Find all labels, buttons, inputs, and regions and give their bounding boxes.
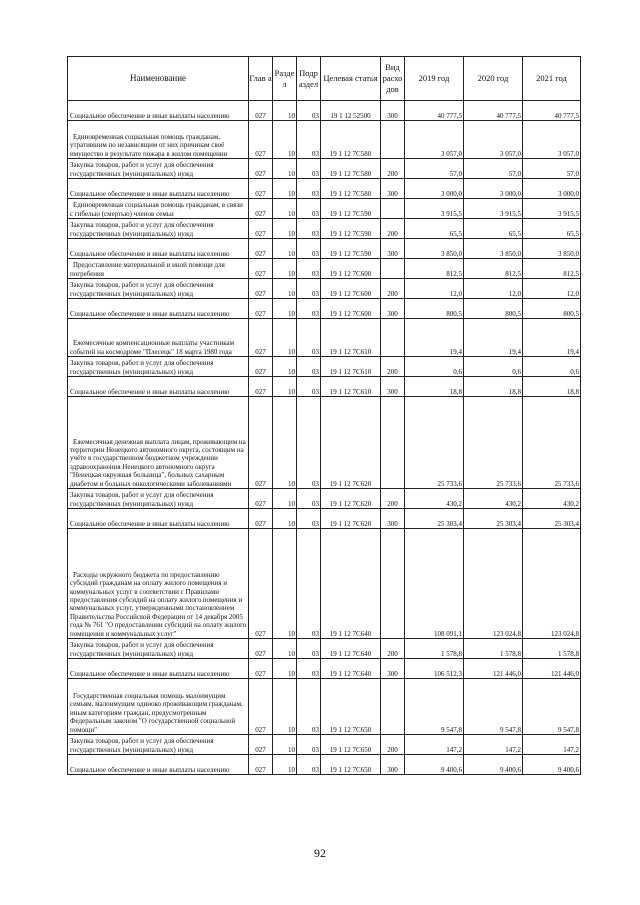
table-row [68,357,581,377]
row-razdel: 10 [273,101,297,121]
row-2020: 9 547,8 [464,679,523,735]
header-2020: 2020 год [464,57,523,101]
table-row [68,101,581,121]
row-name: Социальное обеспечение и иные выплаты населению [68,239,249,259]
row-2019: 147,2 [405,735,464,755]
row-target: 19 1 12 7C610 [321,357,381,377]
row-2019: 812,5 [405,259,464,279]
row-podrazdel: 03 [297,659,321,679]
row-2019: 19,4 [405,319,464,357]
table-row [68,299,581,319]
row-vid: 200 [381,639,405,659]
row-2019: 40 777,5 [405,101,464,121]
row-target: 19 1 12 7C640 [321,639,381,659]
row-razdel: 10 [273,377,297,397]
row-name: Предоставление материальной и иной помощи для погребения [68,259,249,279]
table-row [68,121,581,159]
row-podrazdel: 03 [297,679,321,735]
row-glava: 027 [249,639,273,659]
row-name: Государственная социальная помощь малоимущим семьям, малоимущим одиноко проживающим гражданам, иным категориям граждан, предусмотренным Федеральным законом "О государственной социальной помощи" [68,679,249,735]
row-razdel: 10 [273,199,297,219]
row-podrazdel: 03 [297,259,321,279]
row-name: Закупка товаров, работ и услуг для обеспечения государственных (муниципальных) нужд [68,279,249,299]
row-2019: 3 000,0 [405,179,464,199]
row-2020: 812,5 [464,259,523,279]
row-2020: 3 057,0 [464,121,523,159]
table-row [68,659,581,679]
table-row [68,219,581,239]
row-glava: 027 [249,735,273,755]
row-target: 19 1 12 7C610 [321,319,381,357]
row-2021: 65,5 [523,219,581,239]
row-2020: 147,2 [464,735,523,755]
row-2021: 812,5 [523,259,581,279]
row-podrazdel: 03 [297,101,321,121]
row-2021: 57,0 [523,159,581,179]
row-glava: 027 [249,489,273,509]
row-2021: 18,8 [523,377,581,397]
row-vid [381,259,405,279]
row-razdel: 10 [273,755,297,775]
row-vid [381,529,405,639]
row-podrazdel: 03 [297,357,321,377]
row-razdel: 10 [273,397,297,489]
row-razdel: 10 [273,735,297,755]
row-target: 19 1 12 7C620 [321,397,381,489]
row-name: Расходы окружного бюджета по предоставлению субсидий гражданам на оплату жилого помещения и коммунальных услуг в соответствии с Правилами предоставления субсидий на оплату жилого помещения и коммунальных услуг, утвержденными постановлением Правительства Российской Федерации от 14 декабря 2005 года № 761 "О предоставлении субсидий на оплату жилого помещения и коммунальных услуг" [68,529,249,639]
table-row [68,159,581,179]
row-2021: 0,6 [523,357,581,377]
budget-table [67,56,581,775]
row-2019: 65,5 [405,219,464,239]
table-row [68,509,581,529]
row-2021: 3 915,5 [523,199,581,219]
row-target: 19 1 12 7C580 [321,159,381,179]
row-target: 19 1 12 7C590 [321,239,381,259]
row-razdel: 10 [273,529,297,639]
row-vid: 200 [381,159,405,179]
row-2021: 3 057,0 [523,121,581,159]
row-2021: 1 578,8 [523,639,581,659]
row-2020: 430,2 [464,489,523,509]
header-2019: 2019 год [405,57,464,101]
row-glava: 027 [249,179,273,199]
row-2019: 0,6 [405,357,464,377]
row-2021: 25 733,6 [523,397,581,489]
row-razdel: 10 [273,121,297,159]
row-2019: 3 057,0 [405,121,464,159]
row-2019: 9 547,8 [405,679,464,735]
table-row [68,755,581,775]
budget-table-sheet [67,56,580,775]
row-glava: 027 [249,239,273,259]
row-vid [381,121,405,159]
row-razdel: 10 [273,259,297,279]
table-body [68,101,581,775]
row-2019: 3 850,0 [405,239,464,259]
row-2021: 3 850,0 [523,239,581,259]
row-vid [381,199,405,219]
row-vid: 300 [381,179,405,199]
row-2020: 65,5 [464,219,523,239]
row-podrazdel: 03 [297,735,321,755]
row-2020: 3 000,0 [464,179,523,199]
row-name: Единовременная социальная помощь гражданам, утратившим по независящим от них причинам своё имущество в результате пожара в жилом помещении [68,121,249,159]
row-vid: 300 [381,239,405,259]
row-2019: 25 303,4 [405,509,464,529]
row-target: 19 1 12 7C600 [321,259,381,279]
row-name: Социальное обеспечение и иные выплаты населению [68,755,249,775]
row-target: 19 1 12 7C620 [321,489,381,509]
row-razdel: 10 [273,279,297,299]
row-name: Социальное обеспечение и иные выплаты населению [68,299,249,319]
row-podrazdel: 03 [297,397,321,489]
row-target: 19 1 12 52500 [321,101,381,121]
row-2020: 25 733,6 [464,397,523,489]
row-name: Социальное обеспечение и иные выплаты населению [68,101,249,121]
row-2020: 25 303,4 [464,509,523,529]
row-2021: 9 547,8 [523,679,581,735]
table-row [68,529,581,639]
row-target: 19 1 12 7C590 [321,219,381,239]
table-row [68,735,581,755]
row-razdel: 10 [273,639,297,659]
row-2020: 18,8 [464,377,523,397]
row-name: Ежемесячные компенсационные выплаты участникам событий на космодроме "Плесецк" 18 марта 1980 года [68,319,249,357]
row-2019: 12,0 [405,279,464,299]
row-2020: 40 777,5 [464,101,523,121]
header-target: Целевая статья [321,57,381,101]
row-name: Социальное обеспечение и иные выплаты населению [68,377,249,397]
table-row [68,639,581,659]
row-target: 19 1 12 7C650 [321,735,381,755]
row-2020: 19,4 [464,319,523,357]
row-glava: 027 [249,755,273,775]
row-glava: 027 [249,357,273,377]
row-2020: 121 446,0 [464,659,523,679]
row-glava: 027 [249,279,273,299]
row-podrazdel: 03 [297,159,321,179]
row-2021: 147,2 [523,735,581,755]
row-target: 19 1 12 7C650 [321,755,381,775]
row-target: 19 1 12 7C610 [321,377,381,397]
row-vid [381,319,405,357]
row-2019: 57,0 [405,159,464,179]
row-glava: 027 [249,319,273,357]
row-target: 19 1 12 7C650 [321,679,381,735]
row-glava: 027 [249,377,273,397]
row-glava: 027 [249,529,273,639]
row-target: 19 1 12 7C600 [321,279,381,299]
row-2019: 3 915,5 [405,199,464,219]
row-vid [381,679,405,735]
header-podrazdel: Подр аздел [297,57,321,101]
row-2019: 1 578,8 [405,639,464,659]
row-razdel: 10 [273,239,297,259]
row-2020: 57,0 [464,159,523,179]
row-podrazdel: 03 [297,755,321,775]
row-podrazdel: 03 [297,639,321,659]
header-glava: Глав а [249,57,273,101]
row-podrazdel: 03 [297,299,321,319]
row-2019: 18,8 [405,377,464,397]
table-row [68,179,581,199]
table-row [68,199,581,219]
row-2020: 12,0 [464,279,523,299]
table-row [68,259,581,279]
row-razdel: 10 [273,509,297,529]
row-vid: 200 [381,735,405,755]
row-name: Социальное обеспечение и иные выплаты населению [68,509,249,529]
header-vid: Вид расхо дов [381,57,405,101]
row-name: Закупка товаров, работ и услуг для обеспечения государственных (муниципальных) нужд [68,357,249,377]
row-vid: 300 [381,377,405,397]
row-razdel: 10 [273,679,297,735]
row-2021: 9 400,6 [523,755,581,775]
row-razdel: 10 [273,659,297,679]
row-2020: 1 578,8 [464,639,523,659]
row-glava: 027 [249,659,273,679]
row-target: 19 1 12 7C590 [321,199,381,219]
row-name: Закупка товаров, работ и услуг для обеспечения государственных (муниципальных) нужд [68,639,249,659]
row-name: Единовременная социальная помощь гражданам, в связи с гибелью (смертью) членов семьи [68,199,249,219]
row-2019: 25 733,6 [405,397,464,489]
row-razdel: 10 [273,299,297,319]
row-vid: 200 [381,357,405,377]
row-podrazdel: 03 [297,239,321,259]
row-2019: 430,2 [405,489,464,509]
row-name: Закупка товаров, работ и услуг для обеспечения государственных (муниципальных) нужд [68,219,249,239]
table-row [68,679,581,735]
row-vid: 200 [381,219,405,239]
row-2020: 9 400,6 [464,755,523,775]
row-podrazdel: 03 [297,529,321,639]
table-row [68,489,581,509]
row-vid: 200 [381,489,405,509]
header-2021: 2021 год [523,57,581,101]
row-glava: 027 [249,679,273,735]
table-row [68,397,581,489]
row-target: 19 1 12 7C600 [321,299,381,319]
row-glava: 027 [249,259,273,279]
row-2021: 121 446,0 [523,659,581,679]
table-row [68,239,581,259]
row-podrazdel: 03 [297,279,321,299]
row-name: Закупка товаров, работ и услуг для обеспечения государственных (муниципальных) нужд [68,489,249,509]
row-glava: 027 [249,159,273,179]
table-header-row [68,57,581,101]
row-2020: 123 024,8 [464,529,523,639]
row-podrazdel: 03 [297,509,321,529]
row-razdel: 10 [273,319,297,357]
row-2020: 3 915,5 [464,199,523,219]
row-2021: 430,2 [523,489,581,509]
row-name: Социальное обеспечение и иные выплаты населению [68,179,249,199]
row-name: Закупка товаров, работ и услуг для обеспечения государственных (муниципальных) нужд [68,735,249,755]
row-2020: 3 850,0 [464,239,523,259]
row-podrazdel: 03 [297,121,321,159]
row-2021: 25 303,4 [523,509,581,529]
row-2021: 19,4 [523,319,581,357]
page-number: 92 [314,846,326,860]
row-2021: 40 777,5 [523,101,581,121]
row-podrazdel: 03 [297,179,321,199]
row-glava: 027 [249,101,273,121]
row-2021: 800,5 [523,299,581,319]
table-row [68,279,581,299]
row-glava: 027 [249,199,273,219]
row-razdel: 10 [273,179,297,199]
row-target: 19 1 12 7C640 [321,529,381,639]
row-vid: 300 [381,659,405,679]
header-name: Наименование [68,57,249,101]
row-vid: 300 [381,101,405,121]
row-podrazdel: 03 [297,489,321,509]
row-2019: 9 400,6 [405,755,464,775]
row-vid: 300 [381,755,405,775]
row-name: Ежемесячная денежная выплата лицам, проживающим на территории Ненецкого автономного округа, состоящим на учёте в государственном бюджетном учреждении здравоохранения Ненецкого автономного округа "Ненецкая окружная больница", больных сахарным диабетом и больных онкологическими заболеваниями [68,397,249,489]
row-target: 19 1 12 7C580 [321,121,381,159]
row-vid: 200 [381,279,405,299]
row-glava: 027 [249,397,273,489]
row-2019: 800,5 [405,299,464,319]
row-target: 19 1 12 7C640 [321,659,381,679]
row-target: 19 1 12 7C580 [321,179,381,199]
table-row [68,377,581,397]
row-2019: 108 091,1 [405,529,464,639]
row-razdel: 10 [273,159,297,179]
row-podrazdel: 03 [297,199,321,219]
row-name: Социальное обеспечение и иные выплаты населению [68,659,249,679]
row-glava: 027 [249,121,273,159]
row-glava: 027 [249,299,273,319]
row-2019: 106 512,3 [405,659,464,679]
row-razdel: 10 [273,219,297,239]
table-row [68,319,581,357]
row-2020: 800,5 [464,299,523,319]
row-2021: 123 024,8 [523,529,581,639]
row-podrazdel: 03 [297,377,321,397]
row-podrazdel: 03 [297,219,321,239]
row-vid: 300 [381,299,405,319]
row-name: Закупка товаров, работ и услуг для обеспечения государственных (муниципальных) нужд [68,159,249,179]
header-razdel: Разде л [273,57,297,101]
row-glava: 027 [249,219,273,239]
row-2021: 3 000,0 [523,179,581,199]
row-target: 19 1 12 7C620 [321,509,381,529]
row-podrazdel: 03 [297,319,321,357]
row-razdel: 10 [273,357,297,377]
row-glava: 027 [249,509,273,529]
row-2021: 12,0 [523,279,581,299]
row-vid [381,397,405,489]
row-vid: 300 [381,509,405,529]
row-2020: 0,6 [464,357,523,377]
row-razdel: 10 [273,489,297,509]
